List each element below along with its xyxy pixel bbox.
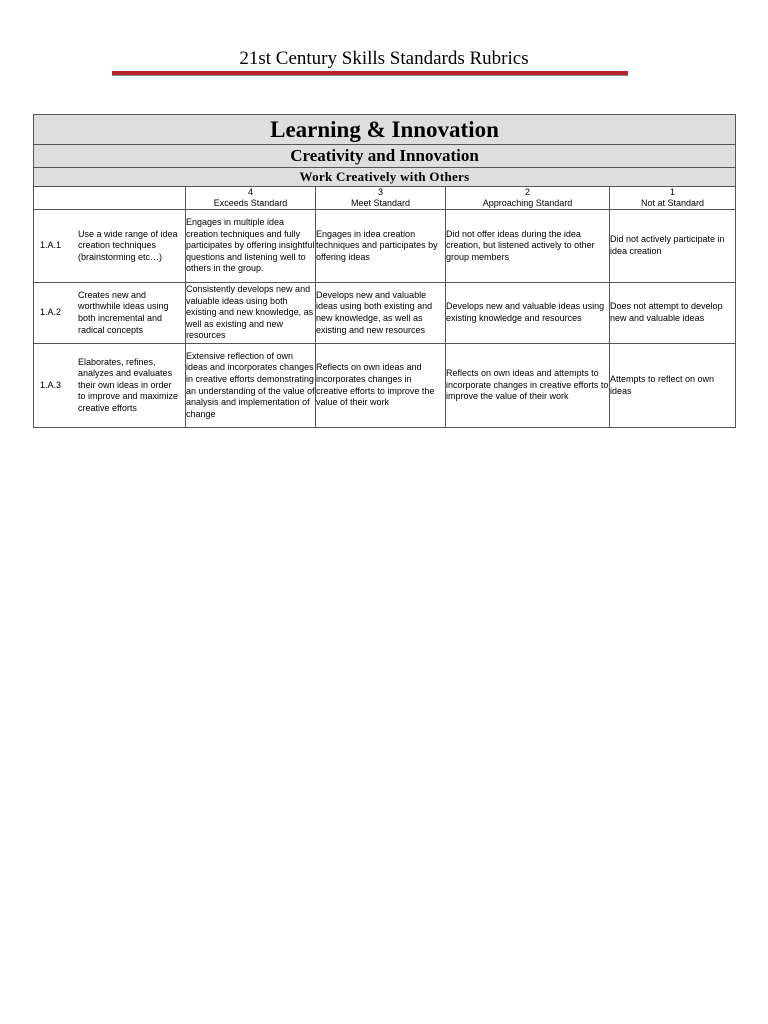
standard-code: 1.A.1: [40, 240, 62, 251]
level-1-descriptor: Did not actively participate in idea creation: [610, 210, 736, 283]
criterion-text: Elaborates, refines, analyzes and evaluates their own ideas in order to improve and maximize creative efforts: [78, 356, 179, 413]
level-3-descriptor: Develops new and valuable ideas using both existing and new knowledge, as well as existing and new resources: [316, 283, 446, 344]
level-3-descriptor: Engages in idea creation techniques and participates by offering ideas: [316, 210, 446, 283]
skill-title: Work Creatively with Others: [34, 168, 736, 187]
level-1-descriptor: Attempts to reflect on own ideas: [610, 344, 736, 428]
table-row: [34, 210, 736, 283]
level-label: Not at Standard: [640, 198, 705, 208]
document-title: 21st Century Skills Standards Rubrics: [239, 48, 529, 69]
criterion-cell: [34, 210, 186, 283]
level-label: Approaching Standard: [482, 198, 573, 208]
level-2-descriptor: Develops new and valuable ideas using existing knowledge and resources: [446, 283, 610, 344]
criterion-text: Creates new and worthwhile ideas using both incremental and radical concepts: [78, 289, 169, 335]
level-header-2: [446, 187, 610, 210]
level-header-1: [610, 187, 736, 210]
level-2-descriptor: Reflects on own ideas and attempts to incorporate changes in creative efforts to improve the value of their work: [446, 344, 610, 428]
criterion-cell: [34, 283, 186, 344]
level-label: Exceeds Standard: [213, 198, 288, 208]
level-4-descriptor: Consistently develops new and valuable ideas using both existing and new knowledge, as well as existing and new resources: [186, 283, 316, 344]
level-number: 3: [377, 187, 383, 197]
level-2-descriptor: Did not offer ideas during the idea creation, but listened actively to other group members: [446, 210, 610, 283]
title-underline-rule: [112, 71, 628, 76]
level-3-descriptor: Reflects on own ideas and incorporates changes in creative efforts to improve the value of their work: [316, 344, 446, 428]
criteria-header-cell: [34, 187, 186, 210]
level-number: 2: [524, 187, 530, 197]
level-4-descriptor: Engages in multiple idea creation techniques and fully participates by offering insightful questions and listening well to others in the group.: [186, 210, 316, 283]
level-number: 1: [669, 187, 675, 197]
criterion-text: Use a wide range of idea creation techniques (brainstorming etc…): [78, 228, 178, 262]
criterion-cell: [34, 344, 186, 428]
level-number: 4: [247, 187, 253, 197]
subsection-title: Creativity and Innovation: [34, 145, 736, 168]
level-header-3: [316, 187, 446, 210]
table-row: [34, 283, 736, 344]
level-1-descriptor: Does not attempt to develop new and valuable ideas: [610, 283, 736, 344]
standard-code: 1.A.3: [40, 379, 62, 390]
table-row: [34, 344, 736, 428]
level-header-row: [34, 187, 736, 210]
standard-code: 1.A.2: [40, 307, 62, 318]
level-label: Meet Standard: [350, 198, 411, 208]
level-4-descriptor: Extensive reflection of own ideas and incorporates changes in creative efforts demonstrating an understanding of the value of analysis and implementation of change: [186, 344, 316, 428]
rubric-table: [33, 114, 736, 428]
level-header-4: [186, 187, 316, 210]
section-title: Learning & Innovation: [34, 115, 736, 145]
